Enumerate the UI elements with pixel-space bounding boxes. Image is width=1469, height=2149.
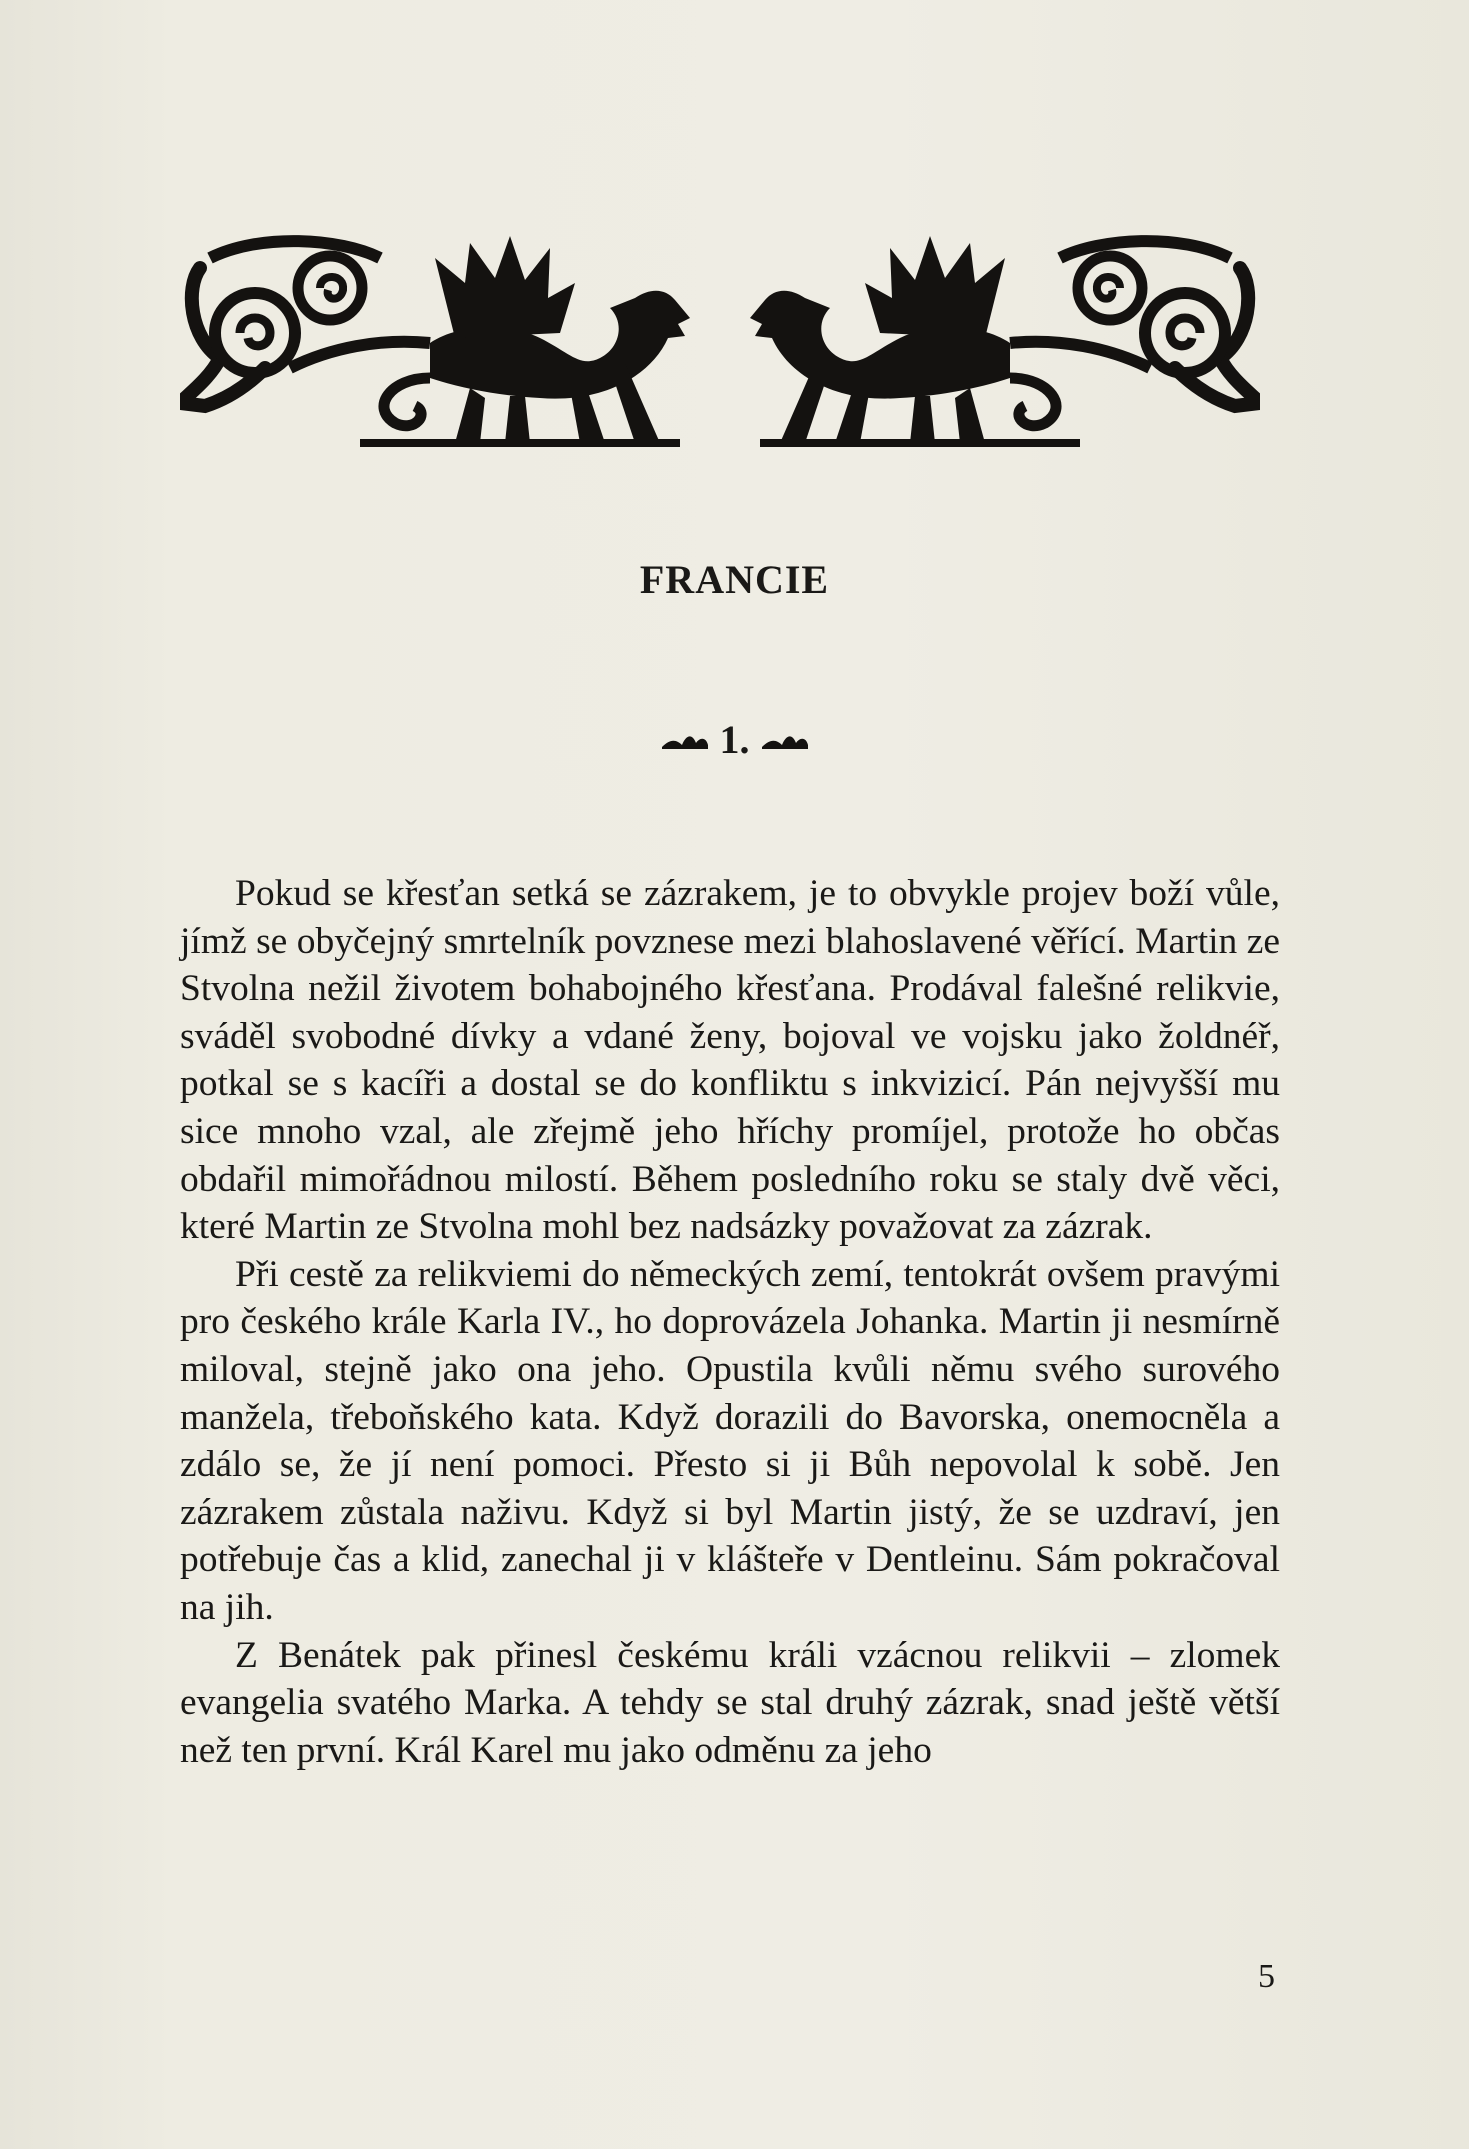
body-text <box>180 870 1280 1774</box>
chapter-title: FRANCIE <box>639 557 830 602</box>
fleuron-left-icon <box>660 729 710 751</box>
facing-dragons-ornament-icon <box>180 228 1260 458</box>
page-number: 5 <box>1258 1958 1275 1995</box>
section-number: 1. <box>719 717 750 762</box>
fleuron-right-icon <box>760 729 810 751</box>
paragraph: Pokud se křesťan setká se zázrakem, je to obvykle projev boží vůle, jímž se obyčejný smrtelník povznese mezi blahoslavené věřící. Martin ze Stvolna nežil životem bohabojného křesťana. Prodával falešné relikvie, sváděl svobodné dívky a vdané ženy, bojoval ve vojsku jako žoldnéř, potkal se s kacíři a dostal se do konfliktu s inkvizicí. Pán nejvyšší mu sice mnoho vzal, ale zřejmě jeho hříchy promíjel, protože ho občas obdařil mimořádnou milostí. Během posledního roku se staly dvě věci, které Martin ze Stvolna mohl bez nadsázky považovat za zázrak. <box>180 873 1280 1248</box>
section-heading <box>0 716 1469 763</box>
paragraph: Z Benátek pak přinesl českému králi vzácnou relikvii – zlomek evangelia svatého Marka. A tehdy se stal druhý zázrak, snad ještě větší než ten první. Král Karel mu jako odměnu za jeho <box>180 1634 1280 1771</box>
paragraph: Při cestě za relikviemi do německých zemí, tentokrát ovšem pravými pro českého krále Karla IV., ho doprovázela Johanka. Martin ji nesmírně miloval, stejně jako ona jeho. Opustila kvůli němu svého surového manžela, třeboňského kata. Když dorazili do Bavorska, onemocněla a zdálo se, že jí není pomoci. Přesto si ji Bůh nepovolal k sobě. Jen zázrakem zůstala naživu. Když si byl Martin jistý, že se uzdraví, jen potřebuje čas a klid, zanechal ji v klášteře v Dentleinu. Sám pokračoval na jih. <box>180 1253 1280 1628</box>
